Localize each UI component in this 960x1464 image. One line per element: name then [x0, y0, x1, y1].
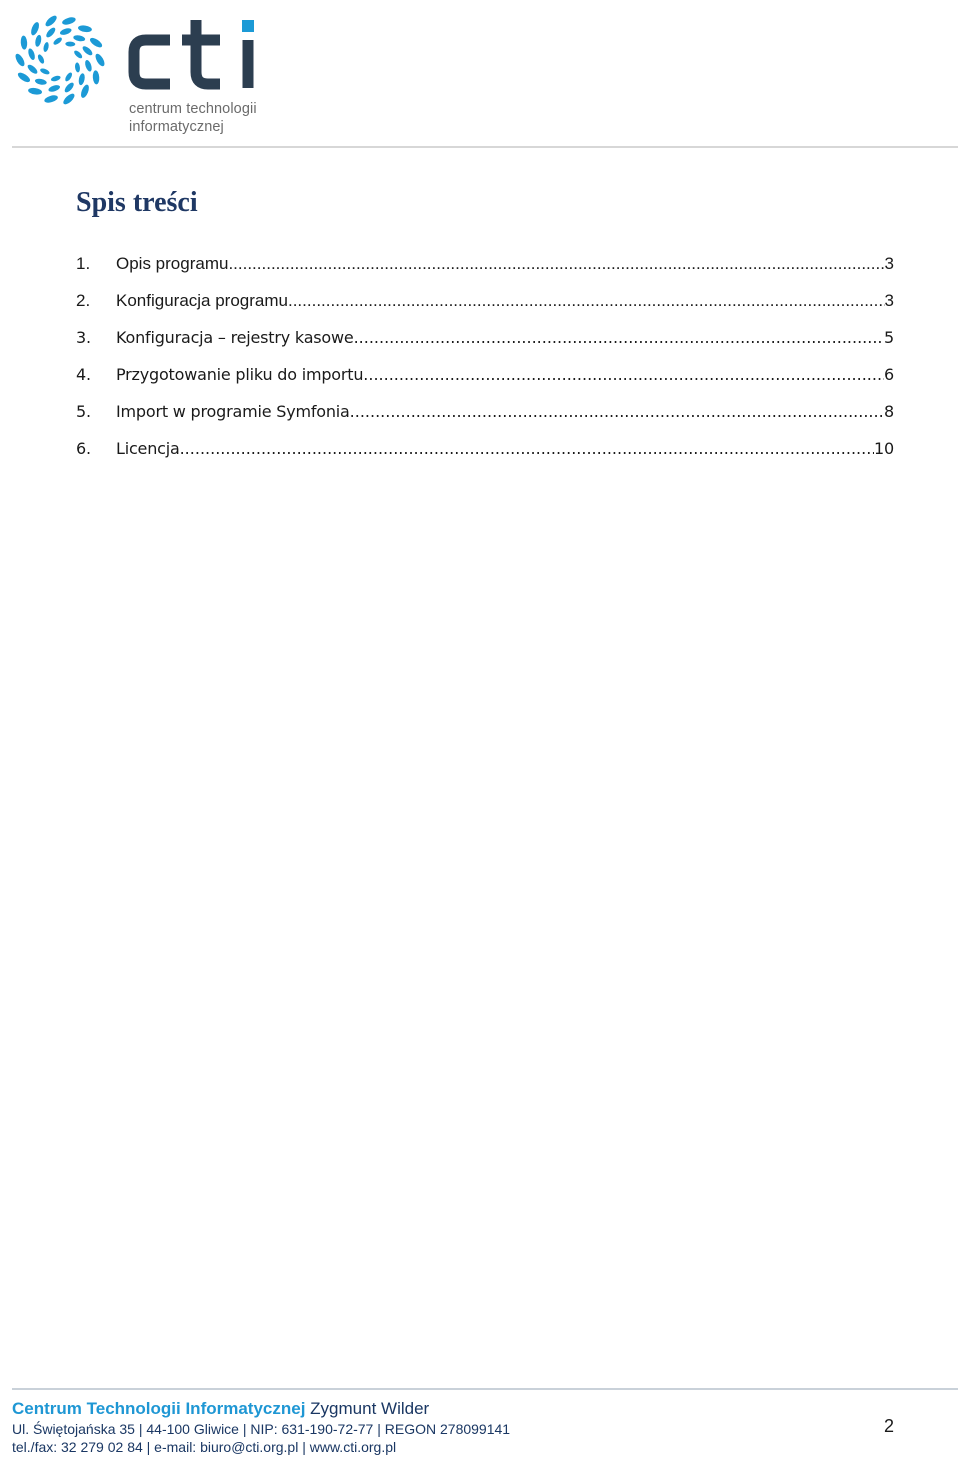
logo-petal — [39, 67, 50, 75]
toc-entry[interactable] — [76, 437, 894, 474]
toc-entry[interactable] — [76, 252, 894, 289]
toc-title: Spis treści — [76, 186, 198, 218]
logo-petal — [34, 78, 47, 86]
toc-dot-leader — [350, 400, 884, 424]
toc-dot-leader — [288, 289, 885, 313]
logo-petal — [61, 16, 76, 26]
logo-petal — [88, 36, 103, 49]
toc-dot-leader — [363, 363, 884, 387]
header-divider — [12, 146, 958, 148]
logo-petal — [78, 25, 93, 33]
logo-petal — [30, 21, 41, 36]
toc-entry-label: Przygotowanie pliku do importu — [116, 365, 364, 384]
toc-entry-label: Import w programie Symfonia — [116, 402, 350, 421]
toc-entry-page: 6 — [884, 365, 894, 384]
logo-petal — [78, 73, 86, 86]
logo-petal — [73, 49, 84, 59]
logo-petal — [20, 35, 27, 49]
logo-subtitle-line2: informatycznej — [129, 119, 224, 135]
table-of-contents — [76, 252, 894, 474]
toc-entry-label: Konfiguracja programu — [116, 291, 288, 310]
logo-petal — [79, 84, 90, 99]
cti-wordmark — [128, 14, 260, 94]
logo-petal — [73, 34, 86, 42]
footer-company-brand: Centrum Technologii Informatycznej — [12, 1399, 306, 1418]
toc-entry[interactable] — [76, 289, 894, 326]
toc-entry-page: 10 — [874, 439, 894, 458]
toc-entry[interactable] — [76, 326, 894, 363]
toc-entry-label: Opis programu — [116, 254, 229, 273]
logo-petal — [14, 52, 27, 67]
footer-company-owner: Zygmunt Wilder — [310, 1399, 430, 1418]
toc-dot-leader — [180, 437, 874, 461]
toc-dot-leader — [228, 252, 884, 276]
logo-petal — [45, 26, 57, 39]
logo-petal — [43, 94, 58, 104]
footer-contact[interactable]: tel./fax: 32 279 02 84 | e-mail: biuro@cti.org.pl | www.cti.org.pl — [12, 1439, 397, 1455]
toc-dot-leader — [354, 326, 884, 350]
toc-entry-number: 4. — [76, 365, 91, 384]
toc-entry-page: 5 — [884, 328, 894, 347]
logo-petal — [64, 71, 73, 82]
logo-petal — [75, 62, 81, 73]
logo-petal — [50, 75, 61, 83]
page-footer — [0, 1386, 960, 1464]
footer-divider — [12, 1388, 958, 1390]
logo-petal — [44, 14, 59, 28]
logo-petal — [62, 92, 77, 106]
toc-entry-label: Licencja — [116, 439, 180, 458]
footer-address: Ul. Świętojańska 35 | 44-100 Gliwice | NIP: 631-190-72-77 | REGON 278099141 — [12, 1421, 511, 1437]
logo-petal — [34, 34, 42, 47]
logo-petal — [28, 87, 43, 95]
logo-subtitle-line1: centrum technologii — [129, 101, 257, 117]
logo-petal — [59, 27, 72, 36]
logo-petal — [27, 48, 36, 61]
logo-petal — [81, 45, 94, 57]
toc-entry[interactable] — [76, 363, 894, 400]
logo-petal — [63, 81, 75, 94]
toc-entry-page: 3 — [884, 254, 894, 273]
toc-entry-number: 1. — [76, 254, 91, 273]
toc-entry-number: 2. — [76, 291, 91, 310]
toc-entry-page: 3 — [884, 291, 894, 310]
logo-petal — [48, 84, 61, 93]
toc-entry[interactable] — [76, 400, 894, 437]
logo-petal — [37, 53, 46, 64]
footer-company — [12, 1399, 429, 1419]
logo-petal — [52, 36, 63, 46]
toc-entry-label: Konfiguracja – rejestry kasowe — [116, 328, 354, 347]
logo-petal — [65, 41, 75, 46]
logo-petal — [26, 63, 39, 75]
toc-entry-page: 8 — [884, 402, 894, 421]
cti-logo-icon — [10, 10, 110, 110]
logo-petal — [43, 42, 50, 53]
page-number: 2 — [884, 1416, 895, 1436]
logo-petal — [94, 52, 107, 67]
logo-petal — [84, 59, 93, 72]
toc-entry-number: 6. — [76, 439, 91, 458]
logo-petal — [92, 70, 99, 84]
toc-entry-number: 3. — [76, 328, 91, 347]
page-header — [0, 0, 960, 148]
toc-entry-number: 5. — [76, 402, 91, 421]
logo-petal — [16, 71, 31, 84]
